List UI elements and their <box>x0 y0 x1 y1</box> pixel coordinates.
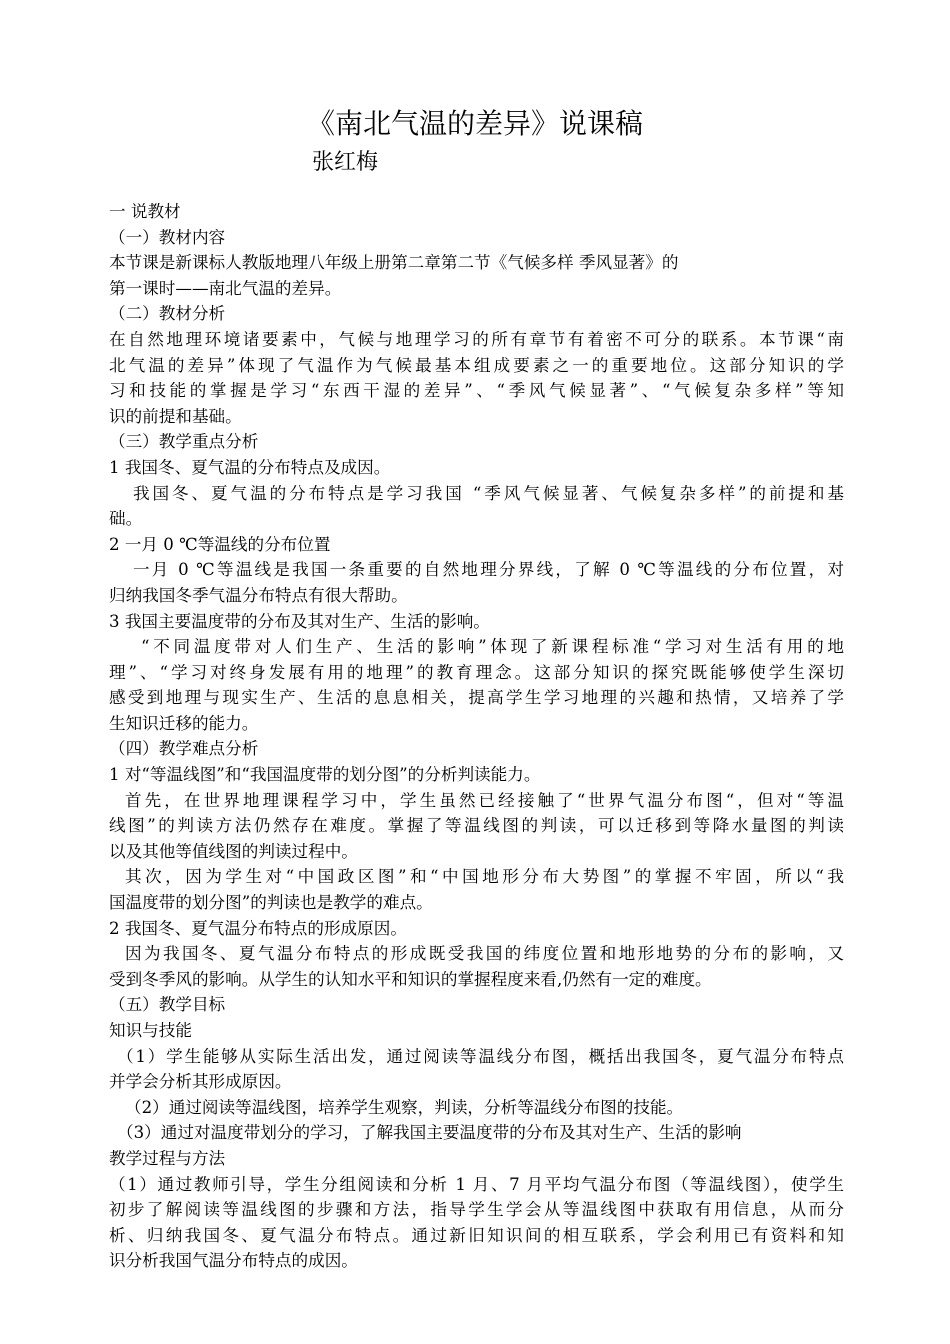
text-line: 教学过程与方法 <box>109 1148 226 1168</box>
text-line: 受到冬季风的影响。从学生的认知水平和知识的掌握程度来看,仍然有一定的难度。 <box>109 969 712 989</box>
text-line: 1 我国冬、夏气温的分布特点及成因。 <box>109 457 391 477</box>
text-line: 知识与技能 <box>109 1021 192 1040</box>
text-line: 在自然地理环境诸要素中，气候与地理学习的所有章节有着密不可分的联系。本节课“南 <box>109 329 844 349</box>
document-title: 《南北气温的差异》说课稿 <box>306 107 643 140</box>
text-line: 习和技能的掌握是学习“东西干湿的差异”、“季风气候显著”、“气候复杂多样”等知 <box>109 381 844 401</box>
text-line: 理”、“学习对终身发展有用的地理”的教育理念。这部分知识的探究既能够使学生深切 <box>109 662 844 682</box>
text-line: 一月 0 ℃等温线是我国一条重要的自然地理分界线，了解 0 ℃等温线的分布位置，对 <box>133 560 844 580</box>
text-line: （1）通过教师引导，学生分组阅读和分析 1 月、7 月平均气温分布图（等温线图），使学生 <box>109 1174 844 1194</box>
text-line: 识分析我国气温分布特点的成因。 <box>109 1251 358 1271</box>
text-line: 并学会分析其形成原因。 <box>109 1072 292 1092</box>
text-line: 础。 <box>109 509 143 529</box>
text-line: 一 说教材 <box>109 202 181 221</box>
text-line: （三）教学重点分析 <box>109 432 259 452</box>
document-body <box>109 199 844 1274</box>
text-line: （五）教学目标 <box>109 995 226 1015</box>
text-line: 国温度带的划分图”的判读也是教学的难点。 <box>109 893 433 913</box>
text-line: （一）教材内容 <box>109 227 226 247</box>
text-line: （四）教学难点分析 <box>109 739 259 759</box>
text-line: 感受到地理与现实生产、生活的息息相关，提高学生学习地理的兴趣和热情，又培养了学 <box>109 688 844 708</box>
text-line: 1 对“等温线图”和“我国温度带的划分图”的分析判读能力。 <box>109 765 541 785</box>
text-line: 本节课是新课标人教版地理八年级上册第二章第二节《气候多样 季风显著》的 <box>109 253 679 273</box>
text-line: 2 一月 0 ℃等温线的分布位置 <box>109 534 331 554</box>
text-line: 归纳我国冬季气温分布特点有很大帮助。 <box>109 585 408 605</box>
text-line: 第一课时——南北气温的差异。 <box>109 278 342 298</box>
text-line: 我国冬、夏气温的分布特点是学习我国 “季风气候显著、气候复杂多样”的前提和基 <box>133 483 844 503</box>
text-line: （1）学生能够从实际生活出发，通过阅读等温线分布图，概括出我国冬，夏气温分布特点 <box>117 1046 844 1066</box>
text-line: 因为我国冬、夏气温分布特点的形成既受我国的纬度位置和地形地势的分布的影响，又 <box>125 944 844 964</box>
text-line: 识的前提和基础。 <box>109 406 242 426</box>
text-line: 其次，因为学生对“中国政区图”和“中国地形分布大势图”的掌握不牢固，所以“我 <box>125 867 844 887</box>
text-line: 生知识迁移的能力。 <box>109 713 259 733</box>
document-author: 张红梅 <box>312 150 379 175</box>
text-line: 以及其他等值线图的判读过程中。 <box>109 841 358 861</box>
text-line: （2）通过阅读等温线图，培养学生观察，判读，分析等温线分布图的技能。 <box>125 1097 684 1117</box>
text-line: 3 我国主要温度带的分布及其对生产、生活的影响。 <box>109 611 490 631</box>
text-line: 2 我国冬、夏气温分布特点的形成原因。 <box>109 918 407 938</box>
text-line: （二）教材分析 <box>109 304 226 324</box>
text-line: 初步了解阅读等温线图的步骤和方法，指导学生学会从等温线图中获取有用信息，从而分 <box>109 1200 844 1220</box>
text-line: （3）通过对温度带划分的学习，了解我国主要温度带的分布及其对生产、生活的影响 <box>117 1123 742 1143</box>
text-line: 北气温的差异”体现了气温作为气候最基本组成要素之一的重要地位。这部分知识的学 <box>109 355 844 375</box>
text-line: 首先，在世界地理课程学习中，学生虽然已经接触了“世界气温分布图“，但对“等温 <box>125 790 844 810</box>
text-line: “不同温度带对人们生产、生活的影响”体现了新课程标准“学习对生活有用的地 <box>141 637 844 657</box>
text-line: 析、归纳我国冬、夏气温分布特点。通过新旧知识间的相互联系，学会利用已有资料和知 <box>109 1225 844 1245</box>
text-line: 线图”的判读方法仍然存在难度。掌握了等温线图的判读，可以迁移到等降水量图的判读 <box>109 816 844 836</box>
